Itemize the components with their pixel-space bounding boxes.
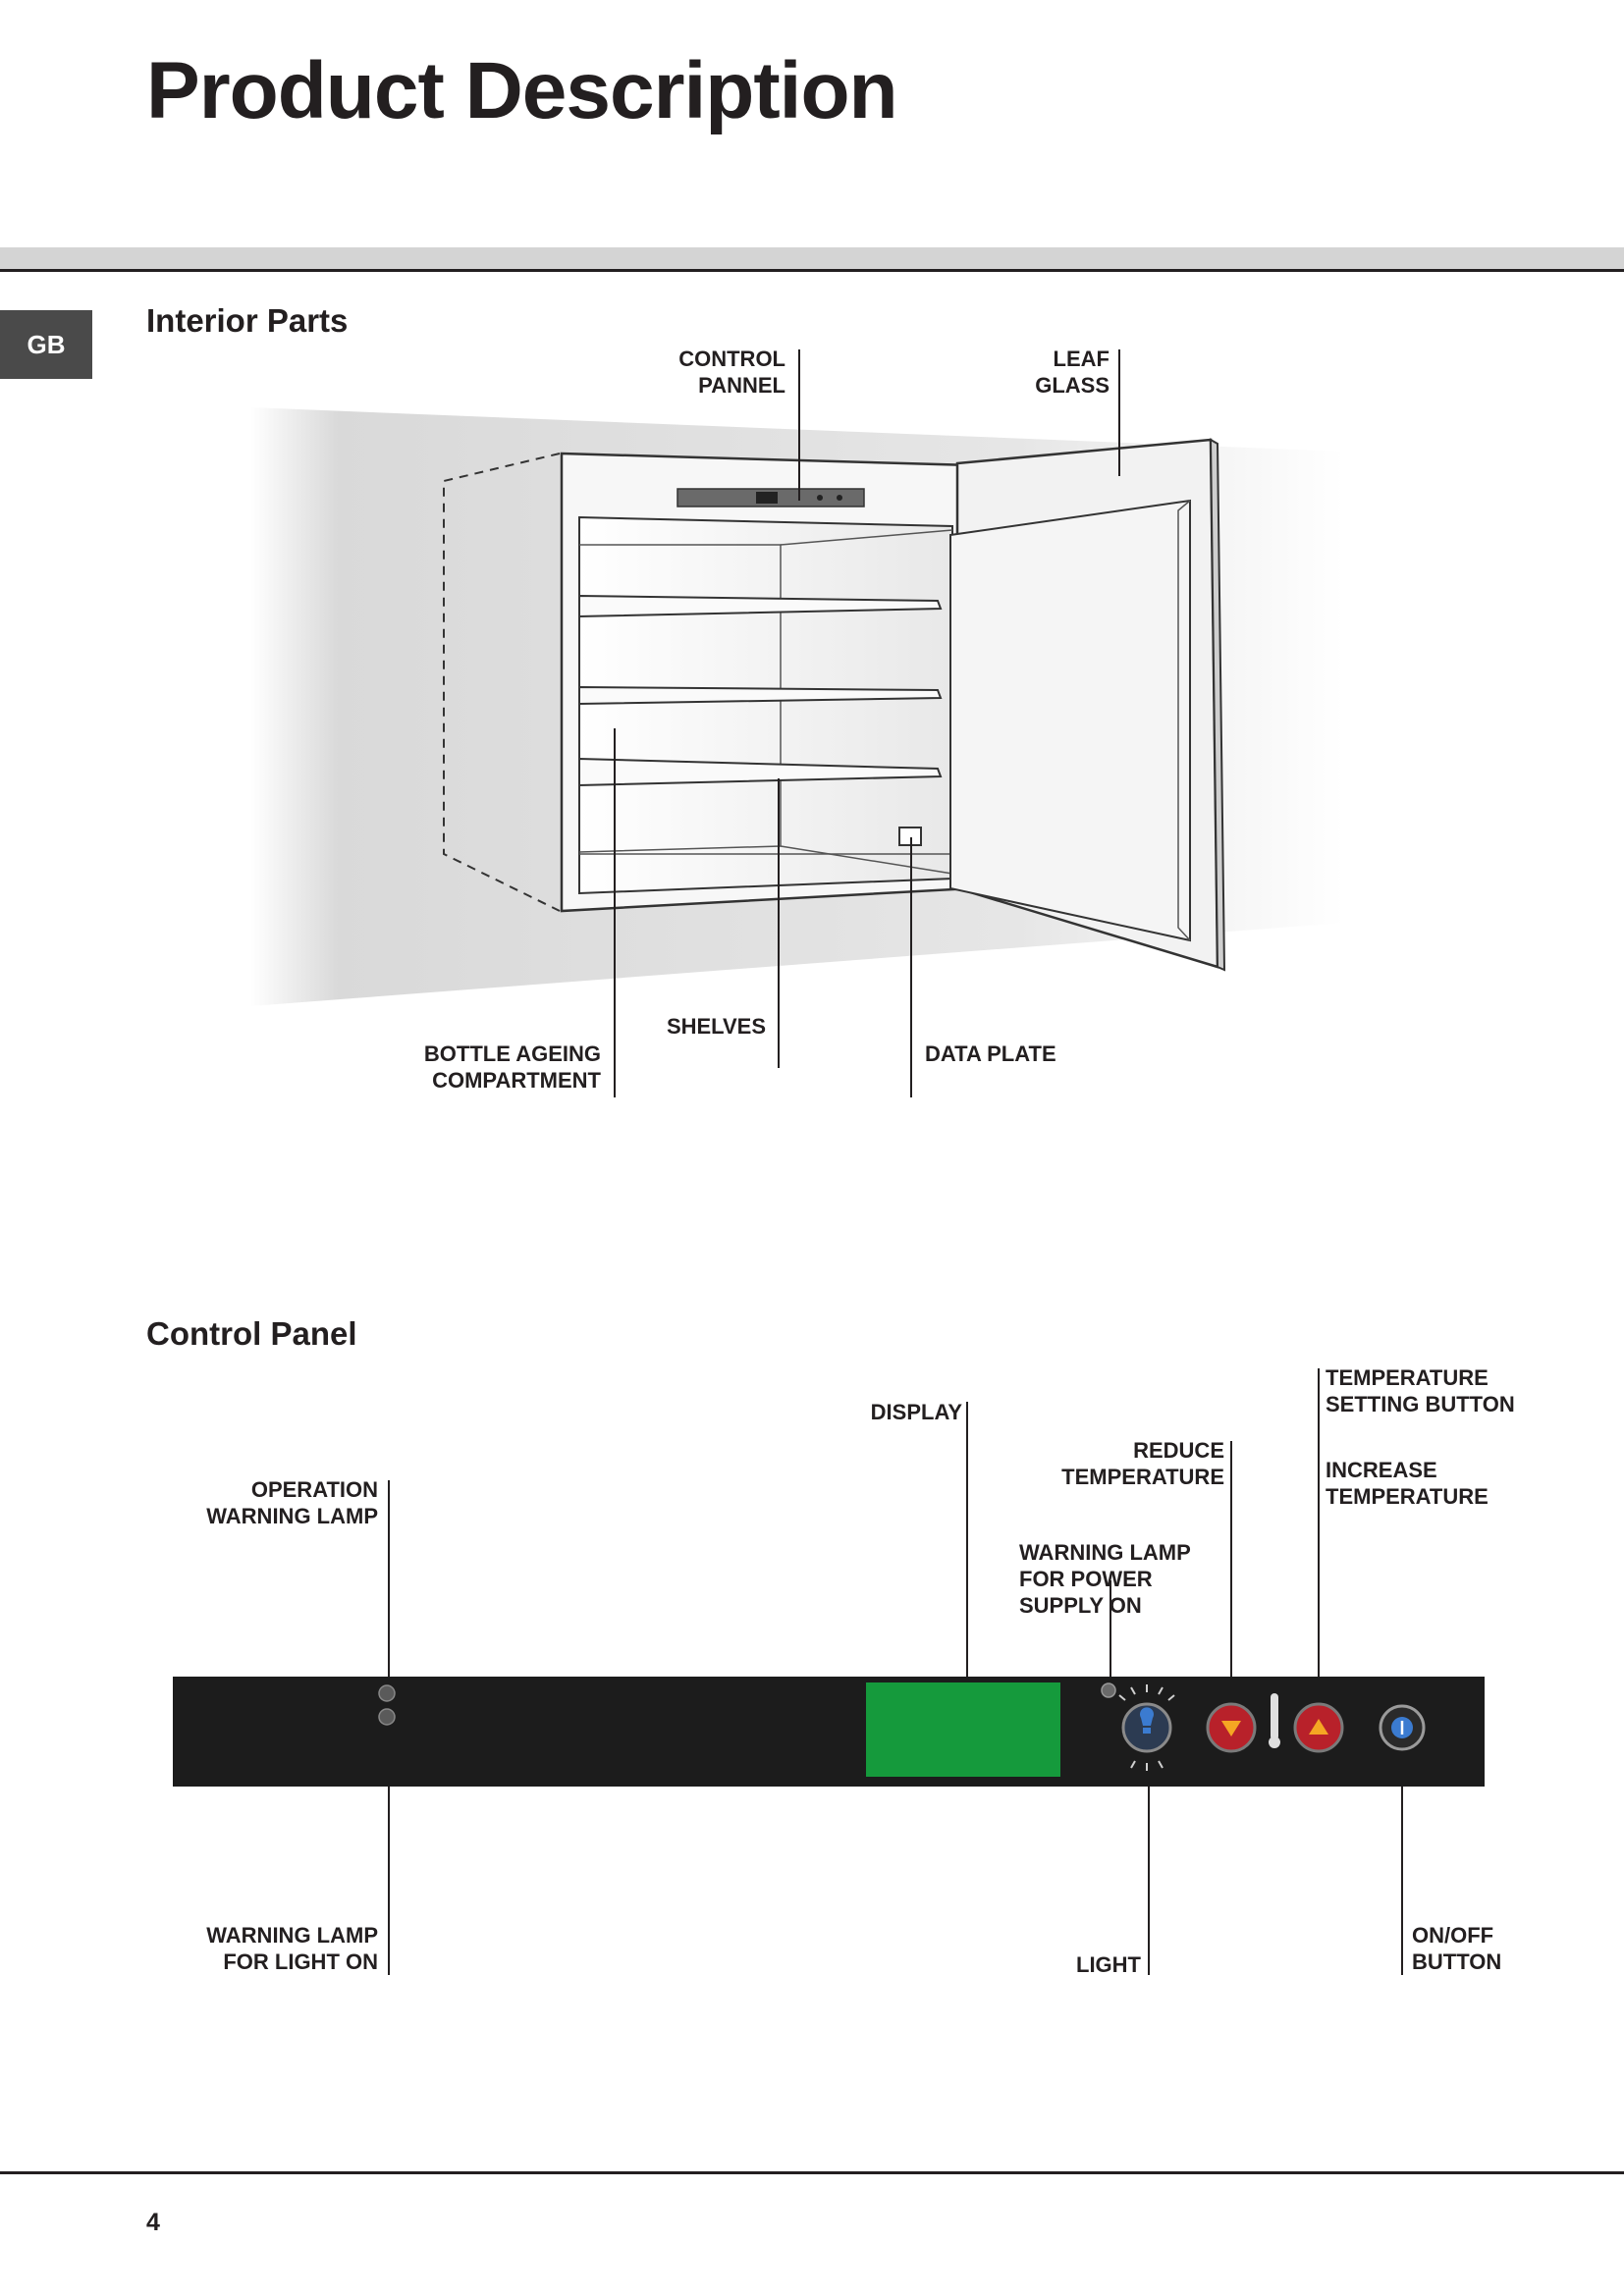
label-shelves: SHELVES (666, 1014, 766, 1039)
label-warning-lamp-power: WARNING LAMP FOR POWER SUPPLY ON (1019, 1540, 1191, 1618)
label-reduce-temperature: REDUCE TEMPERATURE (1061, 1438, 1224, 1489)
display-screen (866, 1682, 1060, 1777)
page-title: Product Description (146, 46, 897, 135)
page-number: 4 (146, 2209, 160, 2236)
label-display: DISPLAY (870, 1400, 962, 1424)
label-temperature-setting-button: TEMPERATURE SETTING BUTTON (1326, 1365, 1515, 1416)
label-data-plate: DATA PLATE (925, 1041, 1056, 1066)
wine-cabinet-diagram (0, 0, 1624, 1129)
label-on-off-button: ON/OFF BUTTON (1412, 1923, 1502, 1974)
cabinet-interior (579, 517, 952, 893)
label-operation-warning-lamp: OPERATION WARNING LAMP (206, 1477, 378, 1528)
label-warning-lamp-light: WARNING LAMP FOR LIGHT ON (206, 1923, 378, 1974)
power-warning-lamp (1102, 1683, 1115, 1697)
footer-rule (0, 2171, 1624, 2174)
thermometer-icon (1271, 1693, 1278, 1740)
control-panel-diagram (0, 1355, 1624, 1983)
label-bottle-ageing-compartment: BOTTLE AGEING COMPARTMENT (423, 1041, 601, 1093)
label-increase-temperature: INCREASE TEMPERATURE (1326, 1458, 1489, 1509)
language-tab: GB (0, 310, 92, 379)
operation-warning-lamp (379, 1685, 395, 1701)
interior-parts-heading: Interior Parts (146, 302, 349, 339)
label-leaf-glass: LEAF GLASS (1035, 347, 1110, 398)
control-panel-body (173, 1677, 1485, 1787)
label-control-panel: CONTROL PANNEL (678, 347, 785, 398)
label-light: LIGHT (1076, 1952, 1141, 1977)
door-glass (950, 501, 1190, 940)
control-panel-heading: Control Panel (146, 1315, 357, 1352)
light-warning-lamp (379, 1709, 395, 1725)
